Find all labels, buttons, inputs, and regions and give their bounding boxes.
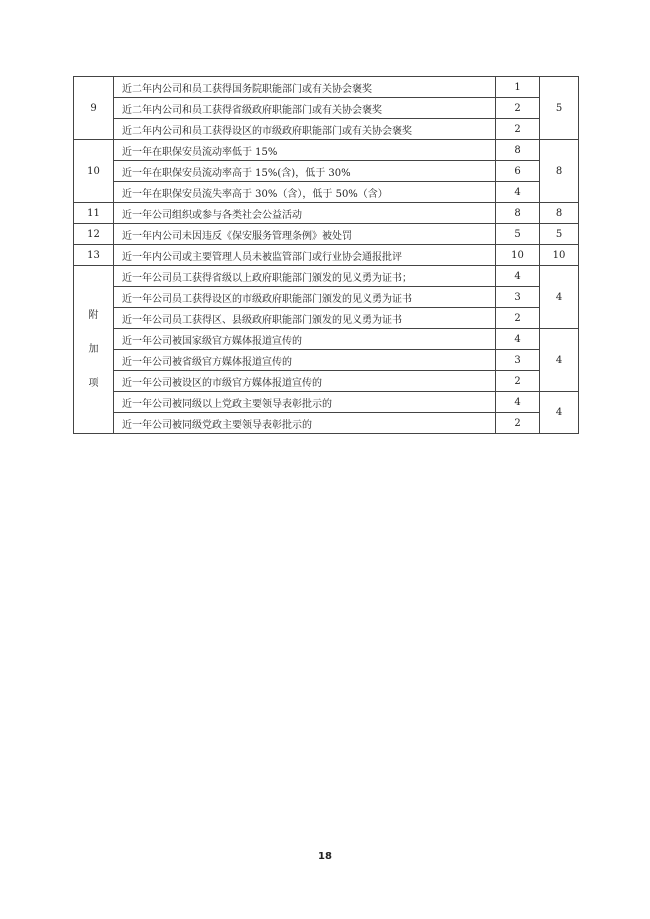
item-max-score: 8 [540, 203, 579, 224]
criterion-score: 2 [496, 119, 540, 140]
criterion-text: 近一年公司员工获得省级以上政府职能部门颁发的见义勇为证书； [114, 266, 496, 287]
bonus-label-char: 项 [88, 377, 99, 389]
criterion-text: 近一年公司被同级党政主要领导表彰批示的 [114, 413, 496, 434]
criterion-text: 近一年公司被同级以上党政主要领导表彰批示的 [114, 392, 496, 413]
criterion-score: 2 [496, 413, 540, 434]
criterion-score: 5 [496, 224, 540, 245]
group-max-score: 4 [540, 392, 579, 434]
item-max-score: 5 [540, 77, 579, 140]
criterion-text: 近一年公司员工获得设区的市级政府职能部门颁发的见义勇为证书 [114, 287, 496, 308]
criterion-text: 近一年在职保安员流失率高于 30%（含），低于 50%（含） [114, 182, 496, 203]
criterion-text: 近一年公司被设区的市级官方媒体报道宣传的 [114, 371, 496, 392]
criterion-score: 6 [496, 161, 540, 182]
item-number: 13 [74, 245, 114, 266]
item-number: 10 [74, 140, 114, 203]
item-number: 11 [74, 203, 114, 224]
criterion-score: 2 [496, 98, 540, 119]
table-row [74, 266, 579, 287]
bonus-label [74, 266, 114, 434]
criterion-score: 4 [496, 392, 540, 413]
criterion-text: 近一年公司被国家级官方媒体报道宣传的 [114, 329, 496, 350]
item-number: 12 [74, 224, 114, 245]
group-max-score: 4 [540, 329, 579, 392]
table-row [74, 308, 579, 329]
criterion-score: 4 [496, 329, 540, 350]
criterion-text: 近一年公司组织或参与各类社会公益活动 [114, 203, 496, 224]
scoring-table [73, 76, 579, 434]
bonus-label-char: 加 [88, 343, 99, 355]
criterion-text: 近一年内公司或主要管理人员未被监管部门或行业协会通报批评 [114, 245, 496, 266]
criterion-score: 3 [496, 287, 540, 308]
criterion-score: 4 [496, 266, 540, 287]
criterion-score: 2 [496, 308, 540, 329]
table-row [74, 161, 579, 182]
table-row [74, 392, 579, 413]
criterion-score: 8 [496, 140, 540, 161]
table-row [74, 77, 579, 98]
item-max-score: 5 [540, 224, 579, 245]
table-row [74, 224, 579, 245]
criterion-score: 3 [496, 350, 540, 371]
criterion-text: 近一年公司被省级官方媒体报道宣传的 [114, 350, 496, 371]
page-number: 18 [318, 851, 332, 862]
table-row [74, 413, 579, 434]
criterion-score: 4 [496, 182, 540, 203]
table-row [74, 140, 579, 161]
item-max-score: 10 [540, 245, 579, 266]
criterion-text: 近二年内公司和员工获得设区的市级政府职能部门或有关协会褒奖 [114, 119, 496, 140]
criterion-text: 近一年在职保安员流动率低于 15% [114, 140, 496, 161]
criterion-text: 近二年内公司和员工获得国务院职能部门或有关协会褒奖 [114, 77, 496, 98]
table-row [74, 245, 579, 266]
table-row [74, 182, 579, 203]
table-row [74, 329, 579, 350]
table-row [74, 119, 579, 140]
bonus-label-char: 附 [88, 309, 99, 321]
group-max-score: 4 [540, 266, 579, 329]
table-row [74, 350, 579, 371]
criterion-text: 近一年内公司未因违反《保安服务管理条例》被处罚 [114, 224, 496, 245]
criterion-score: 8 [496, 203, 540, 224]
table-row [74, 371, 579, 392]
criterion-text: 近一年公司员工获得区、县级政府职能部门颁发的见义勇为证书 [114, 308, 496, 329]
table-row [74, 287, 579, 308]
criterion-score: 10 [496, 245, 540, 266]
criterion-text: 近一年在职保安员流动率高于 15%(含)，低于 30% [114, 161, 496, 182]
item-max-score: 8 [540, 140, 579, 203]
criterion-score: 2 [496, 371, 540, 392]
criterion-score: 1 [496, 77, 540, 98]
table-row [74, 203, 579, 224]
table-row [74, 98, 579, 119]
criterion-text: 近二年内公司和员工获得省级政府职能部门或有关协会褒奖 [114, 98, 496, 119]
item-number: 9 [74, 77, 114, 140]
